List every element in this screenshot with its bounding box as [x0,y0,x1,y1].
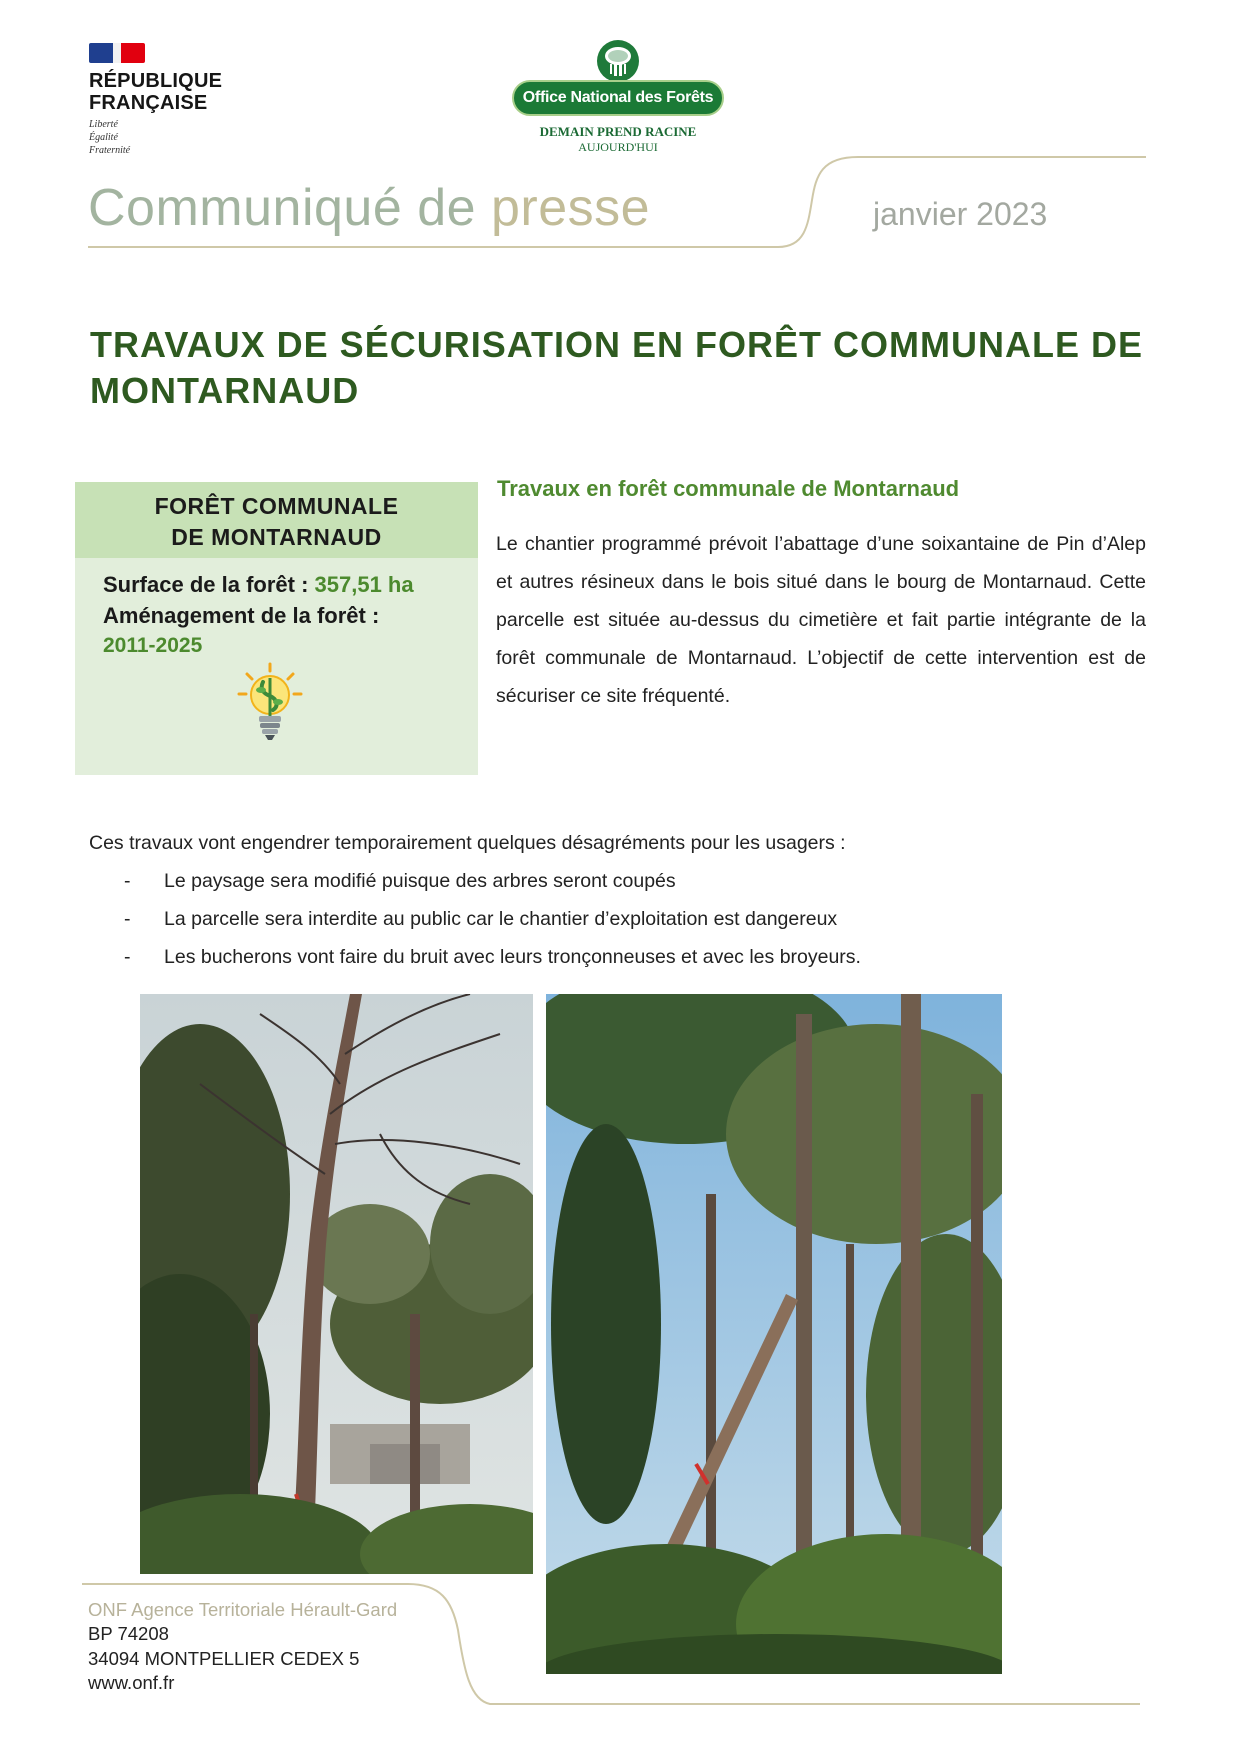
forest-surface [103,572,414,598]
forest-photo-left [140,994,533,1574]
footer-website-link[interactable]: www.onf.fr [88,1672,175,1693]
forest-amenagement-value: 2011-2025 [103,634,203,657]
forest-amenagement-label: Aménagement de la forêt : [103,603,380,628]
footer-city: 34094 MONTPELLIER CEDEX 5 [88,1648,360,1669]
article-paragraph: Le chantier programmé prévoit l’abattage d’une soixantaine de Pin d’Alep et autres résineux dans le bois situé dans le bourg de Montarnaud. Cette parcelle est située au-dessus du cimetière et fait partie intégrante de la forêt communale de Montarnaud. L’objectif de cette intervention est de sécuriser ce site fréquenté. [496,533,1146,707]
list-item-text: Le paysage sera modifié puisque des arbres seront coupés [164,870,676,892]
list-item-text: La parcelle sera interdite au public car le chantier d’exploitation est dangereux [164,908,838,930]
tree-icon [597,40,639,82]
republic-motto [89,118,289,157]
motto-liberte: Liberté [89,119,118,130]
footer-agency: ONF Agence Territoriale Hérault-Gard [88,1599,398,1620]
french-flag-icon [89,42,147,64]
onf-logo [508,40,728,162]
list-item [124,870,676,893]
republic-name-line1: RÉPUBLIQUE [89,70,223,92]
onf-tagline-line2: AUJOURD'HUI [578,140,658,154]
lightbulb-dollar-icon [237,662,303,742]
motto-fraternite: Fraternité [89,145,131,156]
forest-info-box-header [75,482,478,558]
article-subheading: Travaux en forêt communale de Montarnaud [497,476,960,501]
forest-surface-value: 357,51 ha [314,572,414,597]
republic-name-line2: FRANÇAISE [89,92,208,114]
forest-surface-label: Surface de la forêt : [103,572,315,597]
onf-name-badge: Office National des Forêts [512,80,724,116]
press-title-presse: presse [491,179,651,237]
bullet-marker: - [124,946,131,968]
page-title: TRAVAUX DE SÉCURISATION EN FORÊT COMMUNALE DE MONTARNAUD [90,324,1144,411]
onf-tagline-line1: DEMAIN PREND RACINE [539,124,697,139]
list-item [124,946,861,969]
bullet-marker: - [124,870,131,892]
press-title-communique: Communiqué de [88,179,491,237]
press-release-title [88,178,650,238]
list-item [124,908,837,931]
forest-info-box [75,482,478,775]
forest-info-title-line2: DE MONTARNAUD [171,524,382,550]
press-release-date: janvier 2023 [873,196,1048,232]
footer-bp: BP 74208 [88,1623,169,1644]
list-item-text: Les bucherons vont faire du bruit avec leurs tronçonneuses et avec les broyeurs. [164,946,861,968]
bullet-marker: - [124,908,131,930]
usage-intro: Ces travaux vont engendrer temporairement quelques désagréments pour les usagers : [89,832,846,854]
forest-info-title-line1: FORÊT COMMUNALE [154,493,399,519]
motto-egalite: Égalité [89,132,118,143]
republic-name [89,70,289,114]
republique-francaise-logo [89,42,289,157]
